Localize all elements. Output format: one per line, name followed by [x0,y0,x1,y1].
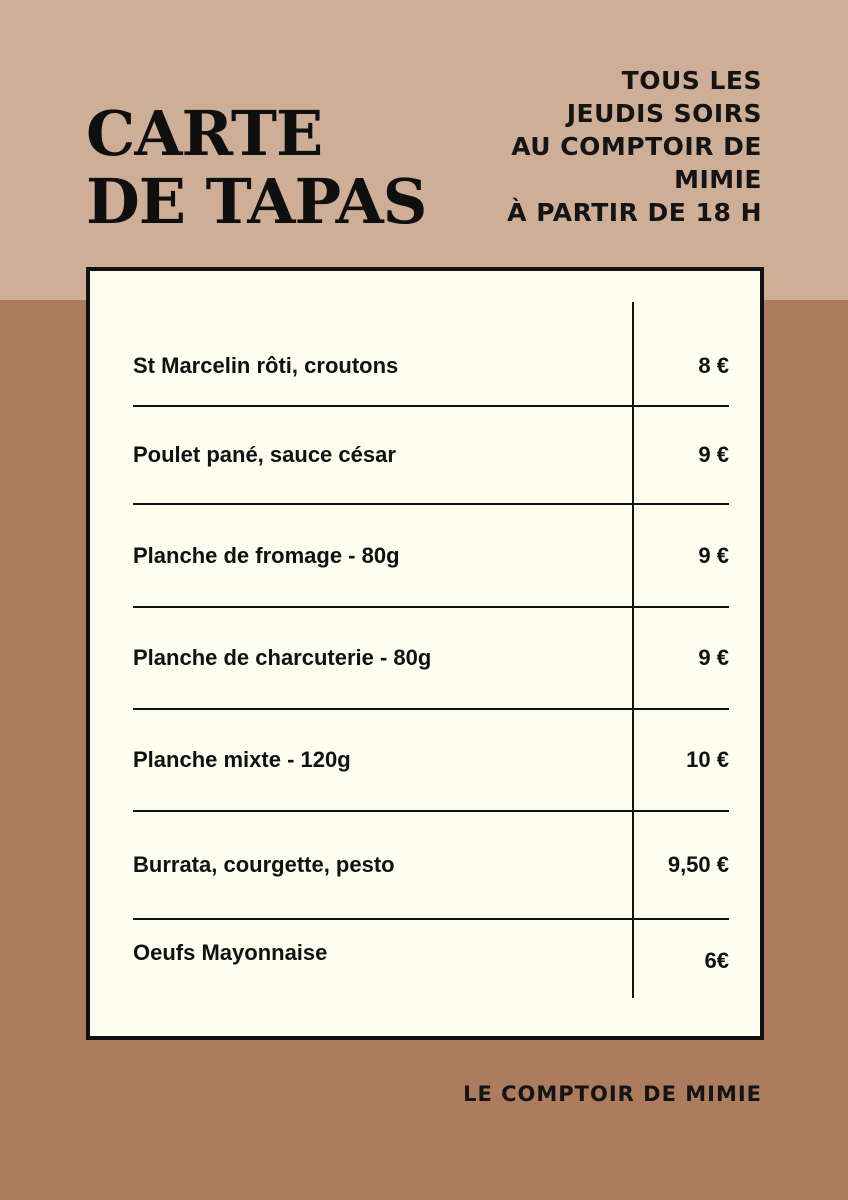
title-line-2: DE TAPAS [86,165,427,238]
menu-item-name: Oeufs Mayonnaise [133,940,328,965]
menu-item [133,407,729,505]
menu-item-price: 10 € [686,747,729,772]
menu-item [133,326,729,407]
menu-item-price: 9 € [698,645,729,670]
title-line-1: CARTE [86,97,323,170]
menu-item [133,710,729,812]
footer-venue-name: LE COMPTOIR DE MIMIE [463,1082,762,1106]
menu-item-price: 9,50 € [667,852,729,877]
menu-item [133,608,729,710]
menu-item-name: St Marcelin rôti, croutons [133,352,399,378]
schedule-line-1: TOUS LES [621,66,762,95]
menu-item-name: Planche de fromage - 80g [133,542,400,568]
menu-card [86,267,764,1040]
menu-item-price: 8 € [698,352,729,378]
menu-item-price: 9 € [698,442,729,467]
menu-item-name: Poulet pané, sauce césar [133,442,396,467]
menu-item-name: Planche de charcuterie - 80g [133,645,432,670]
menu-item-name: Burrata, courgette, pesto [133,852,395,877]
schedule-line-5: À PARTIR DE 18 H [507,198,762,227]
menu-item-name: Planche mixte - 120g [133,747,351,772]
menu-item-price: 9 € [698,542,729,568]
schedule-line-4: MIMIE [674,165,762,194]
menu-item [133,505,729,608]
menu-title [86,97,427,238]
menu-item [133,920,729,986]
schedule-line-3: AU COMPTOIR DE [511,132,762,161]
schedule-line-2: JEUDIS SOIRS [566,99,762,128]
schedule-info [462,64,762,229]
menu-item-price: 6€ [704,948,729,973]
menu-item [133,812,729,920]
